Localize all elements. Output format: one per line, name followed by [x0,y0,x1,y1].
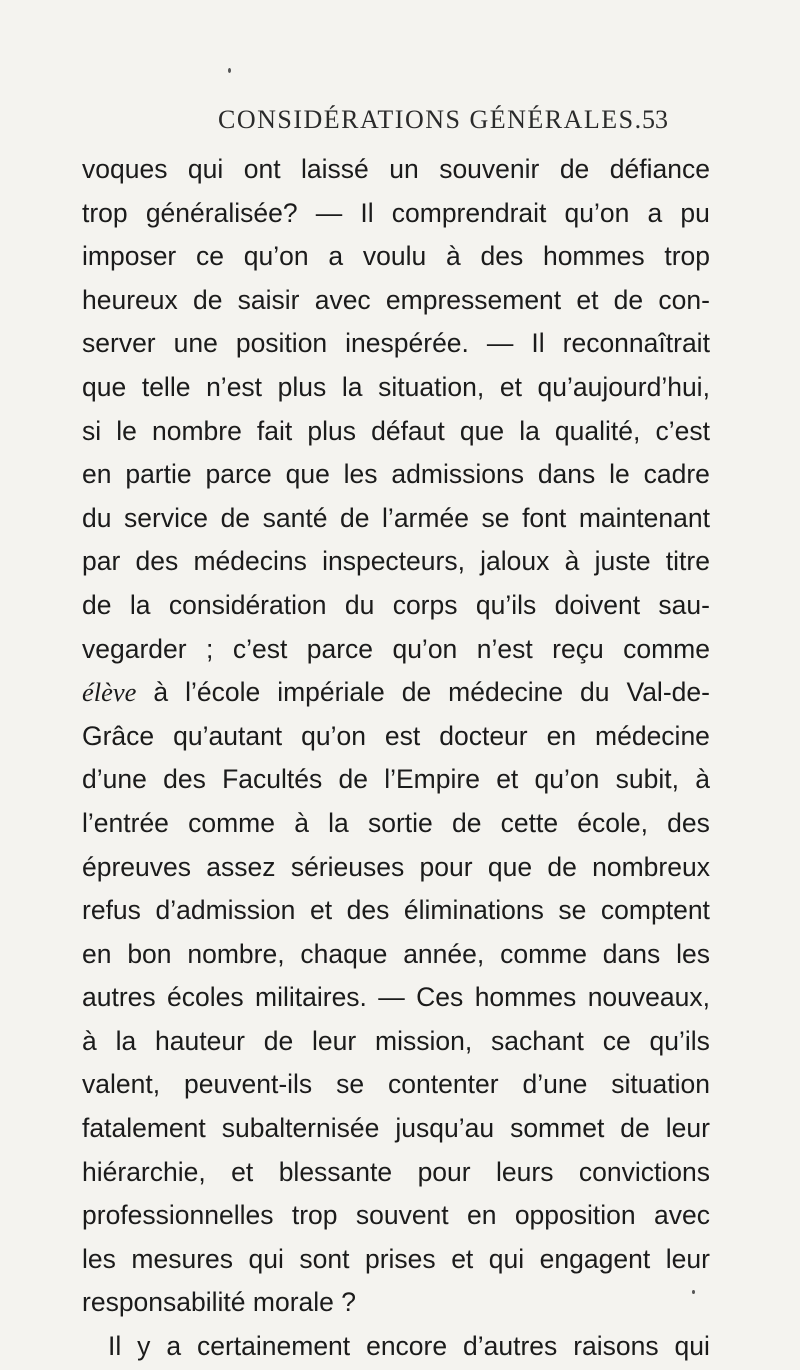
text-line: trop généralisée? — Il comprendrait qu’on a pu [82,197,710,228]
specks-decoration [228,68,231,73]
text-line: du service de santé de l’armée se font maintenant [82,502,710,533]
text-line: les mesures qui sont prises et qui engagent leur [82,1243,710,1274]
text-line: d’une des Facultés de l’Empire et qu’on subit, à [82,764,710,795]
text-line: professionnelles trop souvent en opposition avec [82,1200,710,1231]
body-text [82,148,710,1369]
specks-decoration [692,1290,695,1294]
text-line: Grâce qu’autant qu’on est docteur en médecine [82,720,710,751]
text-line: épreuves assez sérieuses pour que de nombreux [82,851,710,882]
text-line: voques qui ont laissé un souvenir de défiance [82,154,710,184]
text-line: heureux de saisir avec empressement et de con- [82,284,710,315]
text-line: en bon nombre, chaque année, comme dans les [82,938,710,969]
text-line: de la considération du corps qu’ils doivent sau- [82,589,710,620]
text-line: responsabilité morale ? [82,1287,357,1318]
text-line: autres écoles militaires. — Ces hommes nouveaux, [82,982,710,1013]
text-line: si le nombre fait plus défaut que la qualité, c’est [82,415,710,446]
text-line: l’entrée comme à la sortie de cette école, des [82,807,710,838]
text-line: refus d’admission et des éliminations se comptent [82,895,710,926]
text-line: valent, peuvent-ils se contenter d’une situation [82,1069,710,1100]
text-line: à la hauteur de leur mission, sachant ce qu’ils [82,1025,710,1056]
running-head: CONSIDÉRATIONS GÉNÉRALES. [218,105,643,134]
text-line: imposer ce qu’on a voulu à des hommes trop [82,241,710,272]
text-line: vegarder ; c’est parce qu’on n’est reçu comme [82,633,710,664]
text-line: fatalement subalternisée jusqu’au sommet de leur [82,1113,710,1144]
text-line: hiérarchie, et blessante pour leurs convictions [82,1156,710,1187]
text-line: Il y a certainement encore d’autres raisons qui [108,1331,710,1362]
page-number: 53 [642,105,668,134]
page-header [0,105,800,145]
text-line: que telle n’est plus la situation, et qu’aujourd’hui, [82,371,710,402]
text-line: server une position inespérée. — Il reconnaîtrait [82,328,710,359]
text-line: par des médecins inspecteurs, jaloux à juste titre [82,546,710,577]
text-line: élève à l’école impériale de médecine du Val-de- [82,677,710,708]
text-line: en partie parce que les admissions dans le cadre [82,459,710,490]
